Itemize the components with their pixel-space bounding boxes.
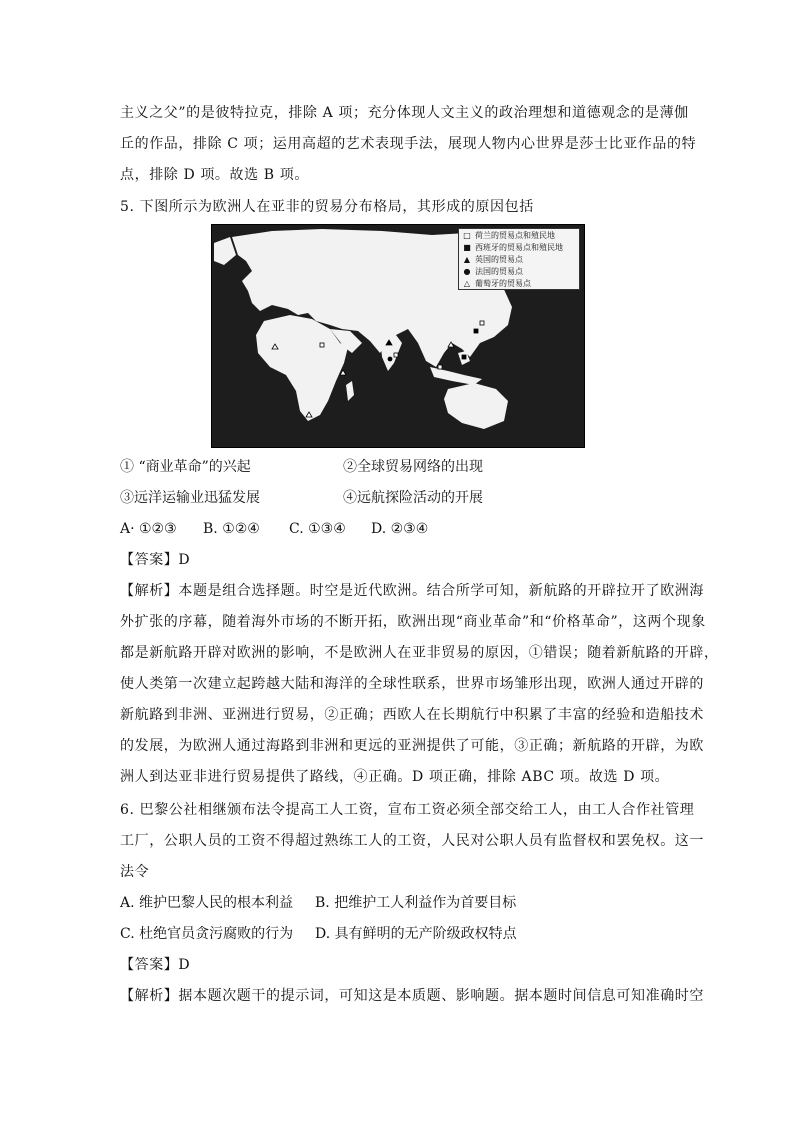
q6-analysis-line-1: 【解析】据本题次题干的提示词，可知这是本质题、影响题。据本题时间信息可知准确时空 <box>120 988 704 1004</box>
filled-square-icon: ■ <box>463 243 471 252</box>
trade-map <box>211 224 585 448</box>
q6-choice-c: C. 杜绝官员贪污腐败的行为 <box>120 926 294 942</box>
q6-answer: 【答案】D <box>120 957 191 973</box>
q5-choice-d: D. ②③④ <box>371 521 429 537</box>
q6-stem-line-2: 工厂，公职人员的工资不得超过熟练工人的工资，人民对公职人员有监督权和罢免权。这一 <box>120 833 704 849</box>
legend-label: 西班牙的贸易点和殖民地 <box>475 243 563 252</box>
map-legend <box>458 228 580 290</box>
intro-line-3: 点，排除 D 项。故选 B 项。 <box>120 167 309 183</box>
intro-line-1: 主义之父”的是彼特拉克，排除 A 项；充分体现人文主义的政治理想和道德观念的是薄伽 <box>120 105 689 121</box>
legend-item-portugal <box>462 278 576 290</box>
q5-analysis-line-6: 的发展，为欧洲人通过海路到非洲和更远的亚洲提供了可能，③正确；新航路的开辟，为欧 <box>120 738 704 754</box>
legend-label: 荷兰的贸易点和殖民地 <box>475 231 555 240</box>
q6-stem-line-3: 法令 <box>120 864 150 880</box>
filled-circle-icon: ● <box>463 267 471 276</box>
legend-label: 英国的贸易点 <box>475 255 523 264</box>
legend-label: 葡萄牙的贸易点 <box>475 279 531 288</box>
q5-answer: 【答案】D <box>120 552 191 568</box>
legend-item-netherlands <box>462 230 576 242</box>
filled-triangle-icon: ▲ <box>463 255 471 264</box>
q5-choice-a: A· ①②③ <box>120 521 177 537</box>
q5-item-2: ②全球贸易网络的出现 <box>343 459 483 475</box>
q5-choice-b: B. ①②④ <box>203 521 260 537</box>
q6-choice-a: A. 维护巴黎人民的根本利益 <box>120 895 294 911</box>
q5-analysis-line-2: 外扩张的序幕，随着海外市场的不断开拓，欧洲出现“商业革命”和“价格革命”，这两个现象 <box>120 614 706 630</box>
q5-analysis-line-3: 都是新航路开辟对欧洲的影响，不是欧洲人在亚非贸易的原因，①错误；随着新航路的开辟， <box>120 645 719 661</box>
q5-analysis-line-1: 【解析】本题是组合选择题。时空是近代欧洲。结合所学可知，新航路的开辟拉开了欧洲海 <box>120 583 704 599</box>
q5-item-3: ③远洋运输业迅猛发展 <box>120 490 260 506</box>
q5-item-1: ① “商业革命”的兴起 <box>120 459 251 475</box>
q5-analysis-line-5: 新航路到非洲、亚洲进行贸易，②正确；西欧人在长期航行中积累了丰富的经验和造船技术 <box>120 707 704 723</box>
q5-item-4: ④远航探险活动的开展 <box>343 490 483 506</box>
hollow-triangle-icon: △ <box>463 279 471 288</box>
q5-choice-c: C. ①③④ <box>289 521 346 537</box>
legend-label: 法国的贸易点 <box>475 267 523 276</box>
q6-stem-line-1: 6. 巴黎公社相继颁布法令提高工人工资，宣布工资必须全部交给工人，由工人合作社管理 <box>120 802 695 818</box>
q5-stem: 5. 下图所示为欧洲人在亚非的贸易分布格局，其形成的原因包括 <box>120 199 534 215</box>
q6-choice-b: B. 把维护工人利益作为首要目标 <box>315 895 517 911</box>
q6-choice-d: D. 具有鲜明的无产阶级政权特点 <box>315 926 517 942</box>
intro-line-2: 丘的作品，排除 C 项；运用高超的艺术表现手法，展现人物内心世界是莎士比亚作品的特 <box>120 136 697 152</box>
hollow-square-icon: □ <box>463 231 471 240</box>
legend-item-france <box>462 266 576 278</box>
q5-analysis-line-7: 洲人到达亚非进行贸易提供了路线，④正确。D 项正确，排除 ABC 项。故选 D 项。 <box>120 769 670 785</box>
legend-item-britain <box>462 254 576 266</box>
q5-analysis-line-4: 使人类第一次建立起跨越大陆和海洋的全球性联系，世界市场雏形出现，欧洲人通过开辟的 <box>120 676 704 692</box>
legend-item-spain <box>462 242 576 254</box>
